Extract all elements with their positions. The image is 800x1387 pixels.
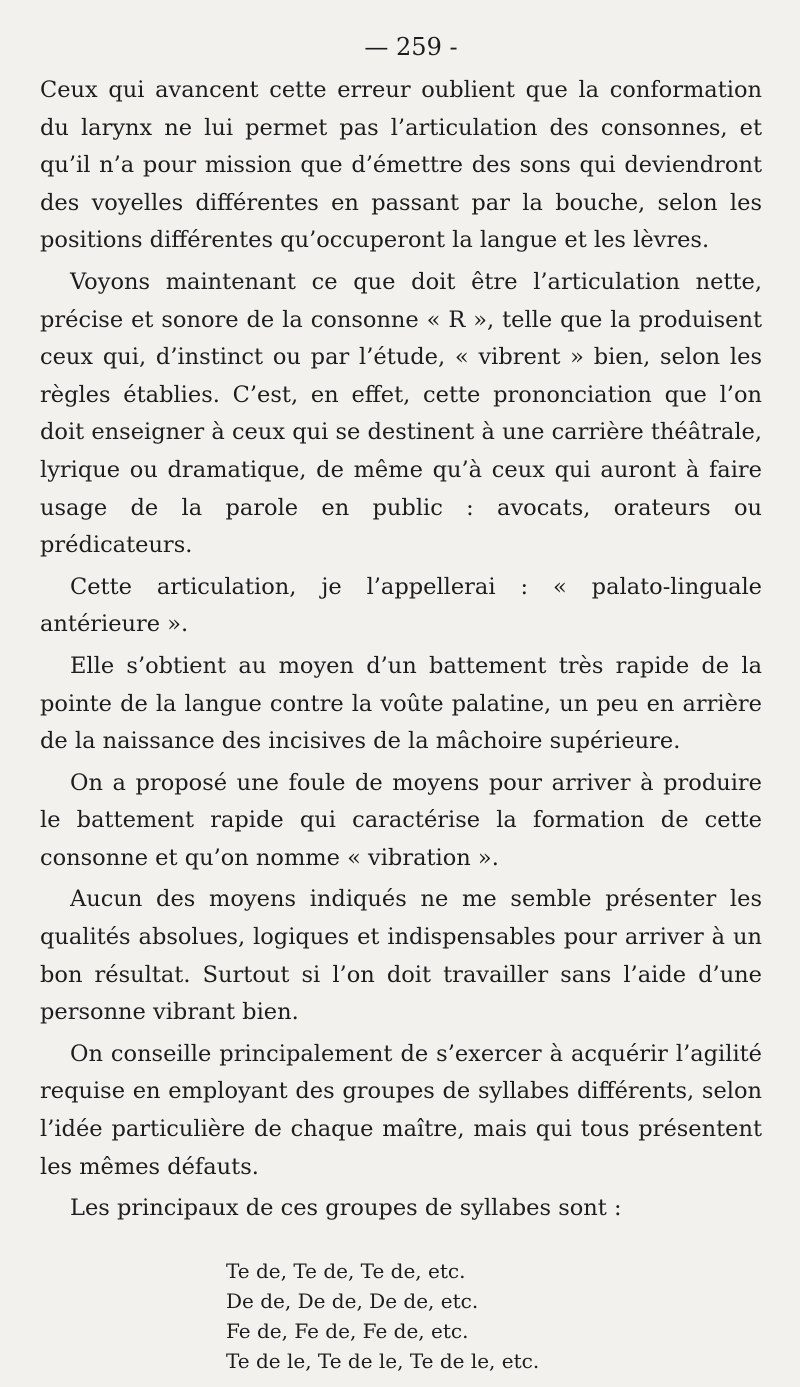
paragraph-battement: Elle s’obtient au moyen d’un battement très rapide de la pointe de la langue contre la voûte palatine, un peu en arrière de la naissance des incisives de la mâchoire supérieure. [40,652,762,755]
paragraph-larynx: Ceux qui avancent cette erreur oublient que la conformation du larynx ne lui permet pas l’articulation des consonnes, et qu’il n’a pour mission que d’émettre des sons qui deviendront des voyelles différentes en passant par la bouche, selon les positions différentes qu’occuperont la langue et les lèvres. [40,77,762,254]
paragraph-articulation-r: Voyons maintenant ce que doit être l’articulation nette, précise et sonore de la consonne « R », telle que la produisent ceux qui, d’instinct ou par l’étude, « vibrent » bien, selon les règles établies. C’est, en effet, cette prononciation que l’on doit enseigner à ceux qui se destinent à une carrière théâtrale, lyrique ou dramatique, de même qu’à ceux qui auront à faire usage de la parole en public : avocats, orateurs ou prédicateurs. [40,268,762,559]
syllable-group-list [226,1256,762,1376]
paragraph-groupes-intro: Les principaux de ces groupes de syllabes sont : [70,1195,622,1222]
paragraph-palato-linguale: Cette articulation, je l’appellerai : « palato-linguale antérieure ». [40,573,762,638]
syllable-group-line: Fe de, Fe de, Fe de, etc. [226,1318,469,1343]
paragraph-aucun-moyen: Aucun des moyens indiqués ne me semble présenter les qualités absolues, logiques et indispensables pour arriver à un bon résultat. Surtout si l’on doit travailler sans l’aide d’une personne vibrant bien. [40,886,762,1026]
page-number: — 259 - [364,33,458,61]
syllable-group-line: Te de, Te de, Te de, etc. [226,1258,466,1283]
paragraph-moyens: On a proposé une foule de moyens pour arriver à produire le battement rapide qui caractérise la formation de cette consonne et qu’on nomme « vibration ». [40,769,762,871]
syllable-group-line: De de, De de, De de, etc. [226,1288,479,1313]
syllable-group-line: Te de le, Te de le, Te de le, etc. [226,1348,540,1373]
paragraph-conseil: On conseille principalement de s’exercer à acquérir l’agilité requise en employant des groupes de syllabes différents, selon l’idée particulière de chaque maître, mais qui tous présentent les mêmes défauts. [40,1040,762,1180]
